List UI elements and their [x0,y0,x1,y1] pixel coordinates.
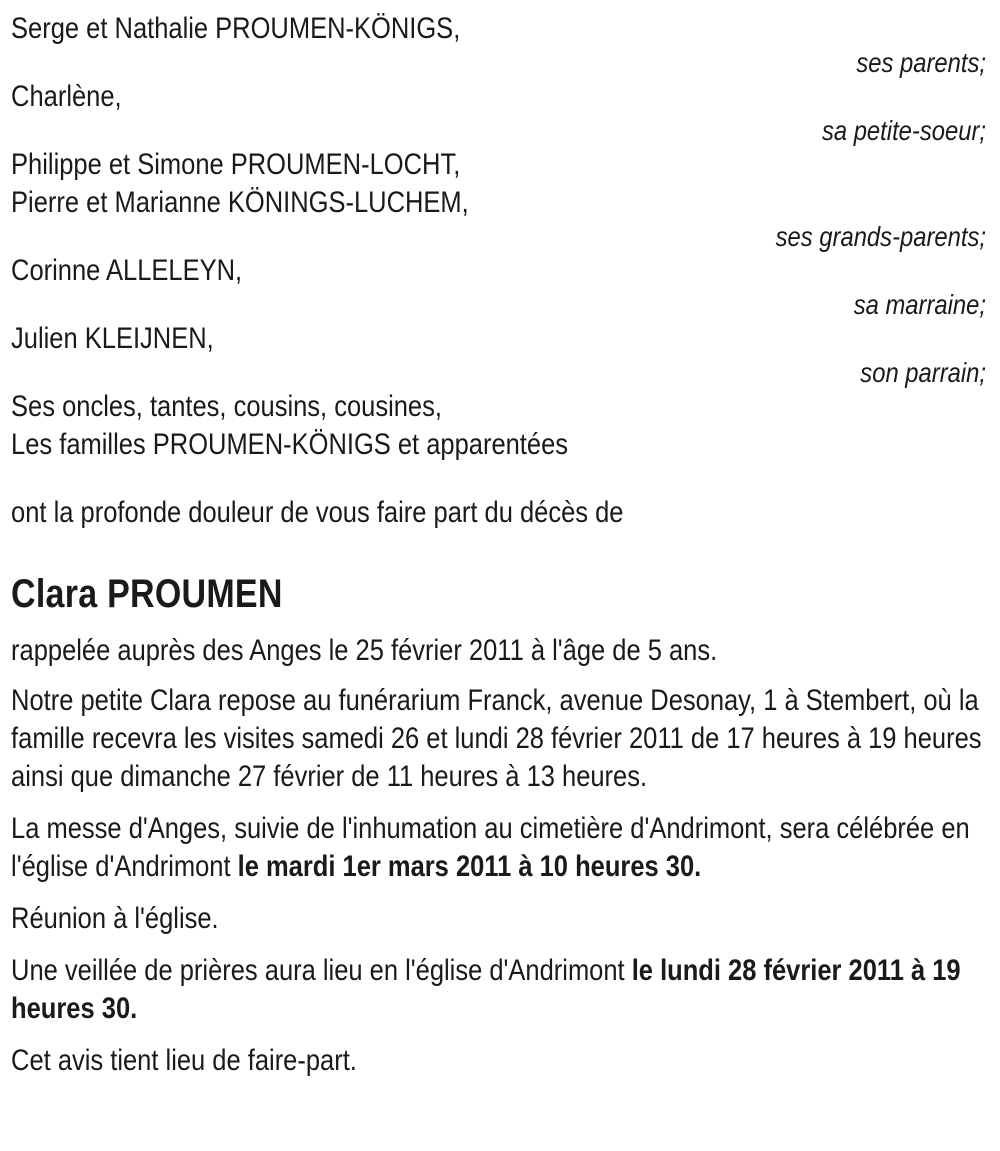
family-entry-extended [11,388,986,464]
family-list [11,10,986,464]
text-segment-bold-date: le lundi 28 février 2011 à 19 heures 30. [11,954,961,1025]
text-segment: Une veillée de prières aura lieu en l'église d'Andrimont [11,954,632,987]
deceased-name: Clara PROUMEN [11,572,283,616]
family-entry-sister [11,78,986,146]
paragraph-mass [11,810,986,886]
family-entry-godfather [11,320,986,388]
role-line: ses parents; [856,47,986,78]
role-line: sa marraine; [853,289,986,320]
role-line: sa petite-soeur; [821,115,986,146]
intro-line: ont la profonde douleur de vous faire part du décès de [11,496,624,529]
text-segment-bold-date: le mardi 1er mars 2011 à 10 heures 30. [237,850,702,883]
text-segment: Réunion à l'église. [11,902,219,935]
name-line: Les familles PROUMEN-KÖNIGS et apparentées [11,428,569,461]
paragraph-funerarium [11,682,986,796]
name-line: Corinne ALLELEYN, [11,254,243,287]
name-line: Philippe et Simone PROUMEN-LOCHT, [11,148,461,181]
paragraph-vigil [11,952,986,1028]
family-entry-parents [11,10,986,78]
role-line: son parrain; [860,357,986,388]
family-entry-grandparents [11,146,986,252]
text-segment: Cet avis tient lieu de faire-part. [11,1044,357,1077]
role-line: ses grands-parents; [775,221,986,252]
family-entry-godmother [11,252,986,320]
name-line: Pierre et Marianne KÖNINGS-LUCHEM, [11,186,469,219]
paragraph-reunion [11,900,986,938]
name-line: Serge et Nathalie PROUMEN-KÖNIGS, [11,12,461,45]
name-line: Julien KLEIJNEN, [11,322,214,355]
paragraph-closing [11,1042,986,1080]
text-segment: Notre petite Clara repose au funérarium Franck, avenue Desonay, 1 à Stembert, où la famille recevra les visites samedi 26 et lundi 28 février 2011 de 17 heures à 19 heures ainsi que dimanche 27 février de 11 heures à 13 heures. [11,684,982,793]
text-segment: rappelée auprès des Anges le 25 février 2011 à l'âge de 5 ans. [11,634,718,667]
text-segment: La messe d'Anges, suivie de l'inhumation au cimetière d'Andrimont, sera célébrée en l'église d'Andrimont [11,812,970,883]
name-line: Charlène, [11,80,122,113]
name-line: Ses oncles, tantes, cousins, cousines, [11,390,442,423]
paragraph-death-date [11,632,986,670]
